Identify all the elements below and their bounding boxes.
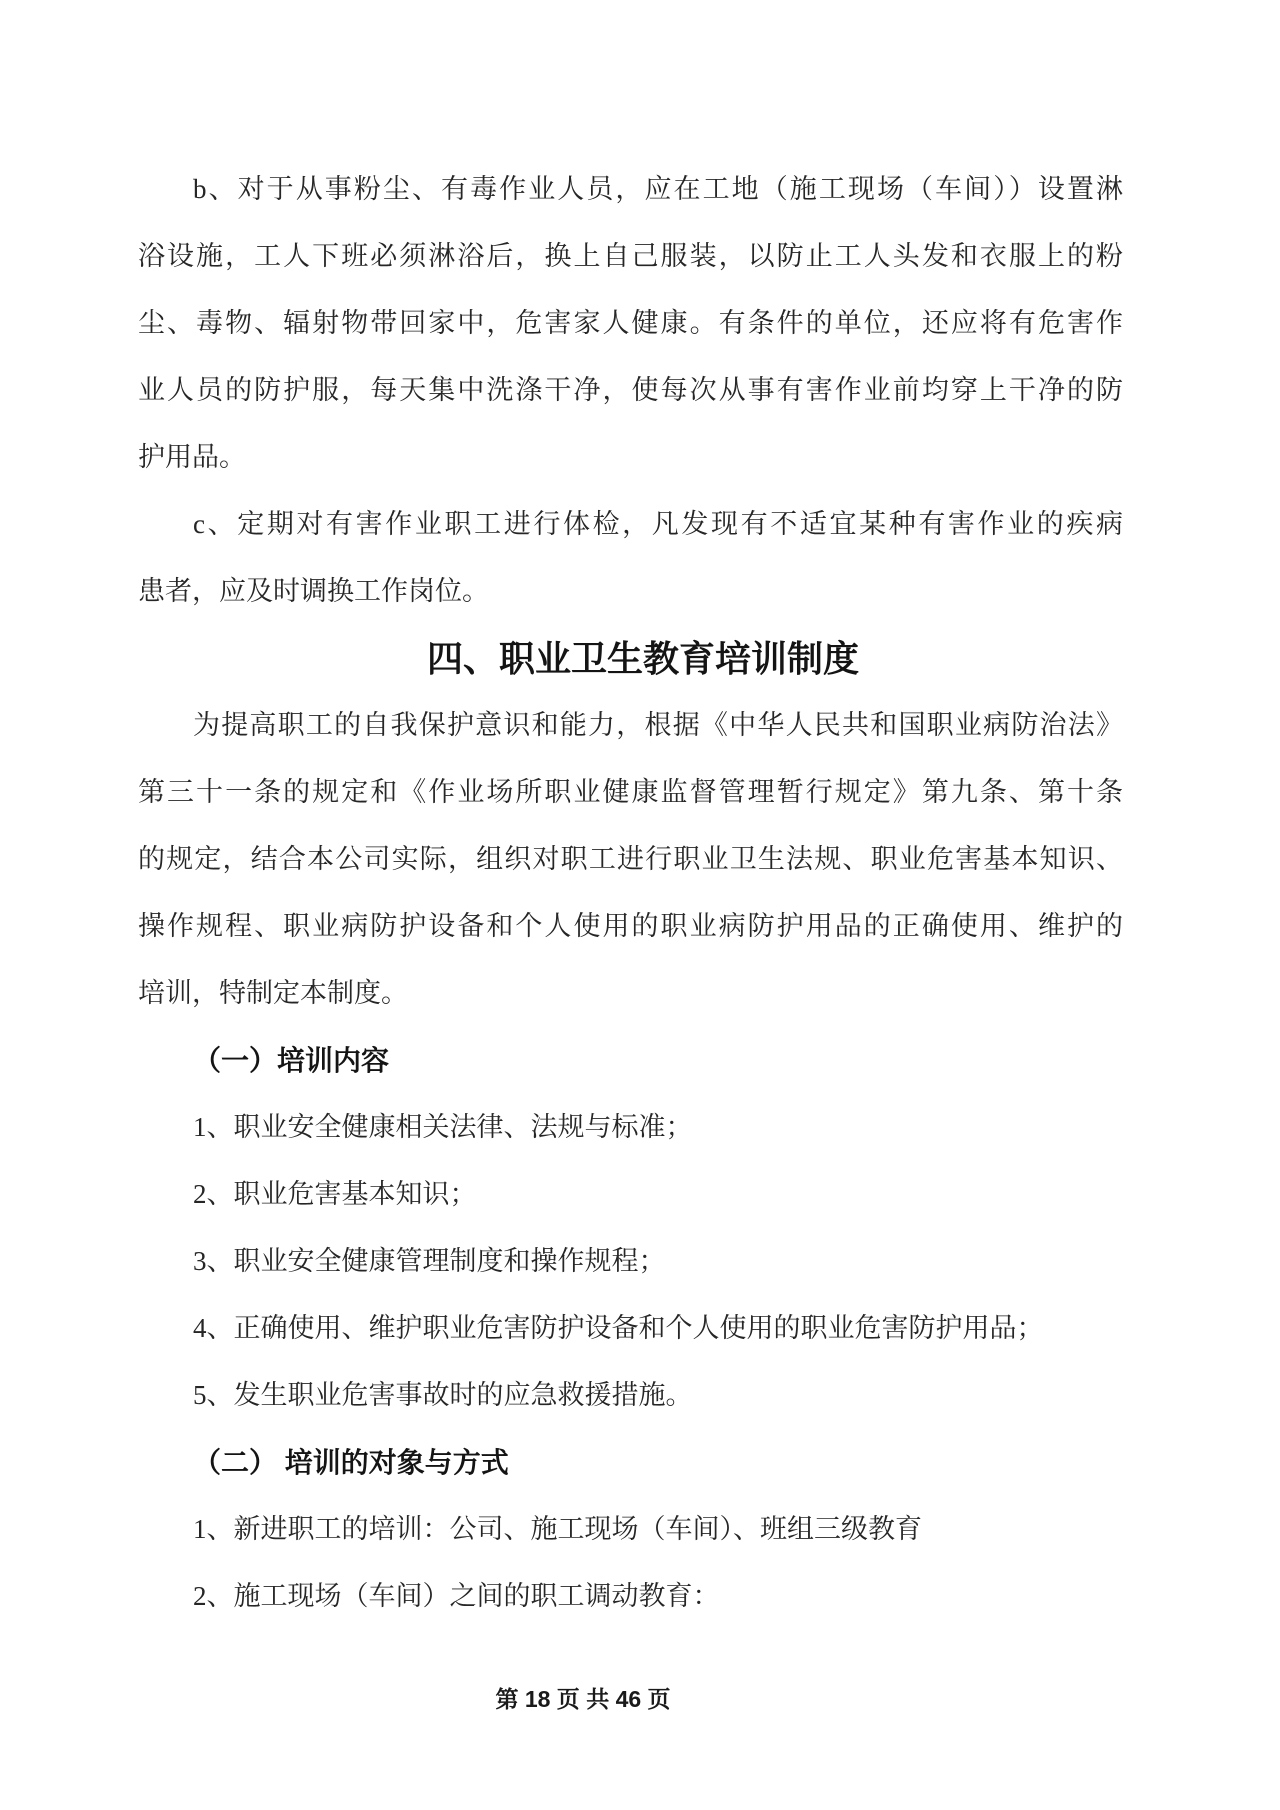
intro-paragraph-line-5: 培训，特制定本制度。 [138, 978, 408, 1008]
training-content-item-5: 5、发生职业危害事故时的应急救援措施。 [193, 1380, 693, 1410]
document-body [138, 156, 1123, 1630]
paragraph-c-line-1: c、定期对有害作业职工进行体检，凡发现有不适宜某种有害作业的疾病 [193, 509, 1123, 539]
intro-paragraph-line-3: 的规定，结合本公司实际，组织对职工进行职业卫生法规、职业危害基本知识、 [138, 844, 1123, 874]
intro-paragraph-line-2: 第三十一条的规定和《作业场所职业健康监督管理暂行规定》第九条、第十条 [138, 777, 1123, 807]
subheading-training-content: （一）培训内容 [193, 1045, 390, 1076]
paragraph-b-line-3: 尘、毒物、辐射物带回家中，危害家人健康。有条件的单位，还应将有危害作 [138, 308, 1123, 338]
section-heading: 四、职业卫生教育培训制度 [426, 638, 859, 679]
intro-paragraph-line-4: 操作规程、职业病防护设备和个人使用的职业病防护用品的正确使用、维护的 [138, 911, 1123, 941]
paragraph-b-line-1: b、对于从事粉尘、有毒作业人员，应在工地（施工现场（车间））设置淋 [193, 174, 1123, 204]
subheading-training-targets: （二） 培训的对象与方式 [193, 1447, 509, 1478]
paragraph-b-line-2: 浴设施，工人下班必须淋浴后，换上自己服装，以防止工人头发和衣服上的粉 [138, 241, 1123, 271]
training-target-item-2: 2、施工现场（车间）之间的职工调动教育： [193, 1581, 720, 1611]
intro-paragraph-line-1: 为提高职工的自我保护意识和能力，根据《中华人民共和国职业病防治法》 [193, 710, 1123, 740]
training-content-item-3: 3、职业安全健康管理制度和操作规程； [193, 1246, 666, 1276]
paragraph-b-line-5: 护用品。 [138, 442, 246, 472]
training-content-item-2: 2、职业危害基本知识； [193, 1179, 477, 1209]
page-footer: 第 18 页 共 46 页 [495, 1686, 671, 1712]
paragraph-c-line-2: 患者，应及时调换工作岗位。 [138, 576, 489, 606]
training-target-item-1: 1、新进职工的培训：公司、施工现场（车间）、班组三级教育 [193, 1514, 922, 1544]
paragraph-b-line-4: 业人员的防护服，每天集中洗涤干净，使每次从事有害作业前均穿上干净的防 [138, 375, 1123, 405]
training-content-item-4: 4、正确使用、维护职业危害防护设备和个人使用的职业危害防护用品； [193, 1313, 1044, 1343]
training-content-item-1: 1、职业安全健康相关法律、法规与标准； [193, 1112, 693, 1142]
